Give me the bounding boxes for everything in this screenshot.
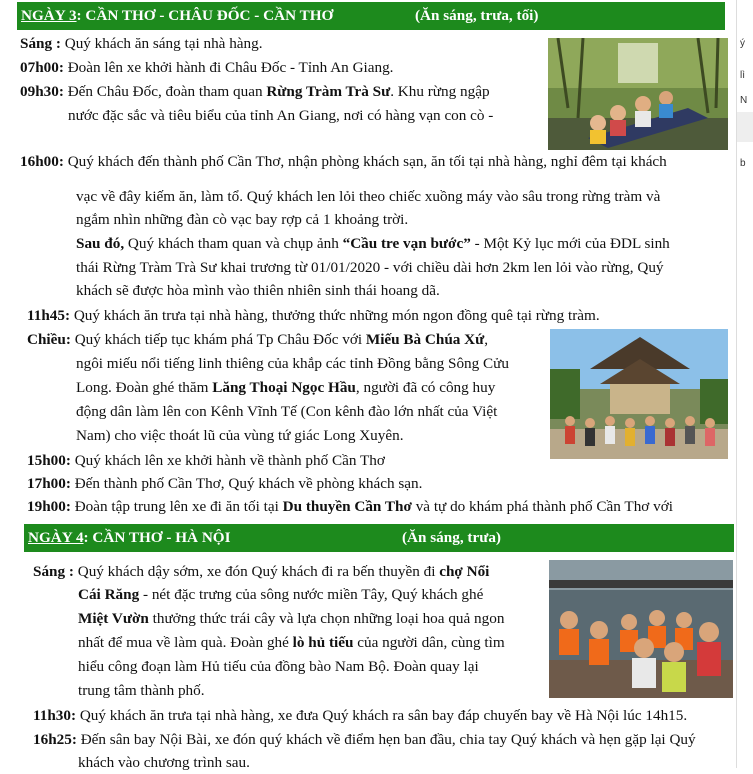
para1-line2: ngắm nhìn những đàn cò vạc bay rợp cả 1 khoảng trời. bbox=[76, 211, 409, 228]
sidebar-text-1: ý bbox=[740, 38, 745, 49]
day4-line4 bbox=[78, 632, 505, 654]
day4-sang-line1 bbox=[33, 561, 489, 583]
text-0930-a: Đến Châu Đốc, đoàn tham quan bbox=[67, 83, 267, 100]
line-0700 bbox=[20, 57, 393, 79]
time-day4-sang: Sáng : bbox=[33, 563, 74, 580]
chieu-line3 bbox=[76, 377, 495, 399]
line-1625 bbox=[33, 729, 696, 751]
time-0930: 09h30: bbox=[20, 83, 64, 100]
time-chieu: Chiều: bbox=[27, 331, 71, 348]
day4-l4a: nhất để mua về làm quà. Đoàn ghé bbox=[78, 634, 293, 651]
day3-label: NGÀY 3 bbox=[21, 7, 77, 24]
chieu-l3b: , người đã có công huy bbox=[355, 379, 496, 396]
day4-l2b: - nét đặc trưng của sông nước miền Tây, Quý khách ghé bbox=[139, 586, 484, 603]
time-1625: 16h25: bbox=[33, 731, 77, 748]
time-0700: 07h00: bbox=[20, 59, 64, 76]
chieu-l3a: Long. Đoàn ghé thăm bbox=[76, 379, 213, 396]
time-1900: 19h00: bbox=[27, 498, 71, 515]
day4-label: NGÀY 4 bbox=[28, 529, 84, 546]
text-1625: Đến sân bay Nội Bài, xe đón quý khách về điểm hẹn ban đầu, chia tay Quý khách và hẹn gặp lại Quý bbox=[80, 731, 696, 748]
line-1625-2: khách vào chương trình sau. bbox=[78, 754, 250, 771]
text-1500: Quý khách lên xe khởi hành về thành phố Cần Thơ bbox=[74, 452, 385, 469]
para2-line3: khách sẽ được hòa mình vào thiên nhiên sinh thái hoang dã. bbox=[76, 282, 440, 299]
line-1700 bbox=[27, 473, 422, 495]
cho-noi: chợ Nổi bbox=[439, 563, 490, 580]
text-1900-a: Đoàn tập trung lên xe đi ăn tối tại bbox=[74, 498, 283, 515]
time-1130: 11h30: bbox=[33, 707, 77, 724]
para2-a: Quý khách tham quan và chụp ảnh bbox=[124, 235, 343, 252]
day3-meals: (Ăn sáng, trưa, tối) bbox=[415, 7, 539, 24]
photo-temple-group bbox=[550, 329, 728, 459]
line-sang bbox=[20, 33, 263, 55]
day4-title: : CẦN THƠ - HÀ NỘI bbox=[83, 529, 231, 546]
chieu-line2: ngôi miếu nổi tiếng linh thiêng của khắp các tỉnh Đồng bằng Sông Cửu bbox=[76, 355, 509, 372]
day4-line5: hiểu công đoạn làm Hủ tiếu của đồng bào Nam Bộ. Đoàn quay lại bbox=[78, 658, 479, 675]
line-1900 bbox=[27, 496, 673, 518]
line-1145 bbox=[27, 305, 600, 327]
lo-hu-tieu: lò hủ tiếu bbox=[292, 634, 354, 651]
mieu-ba-chua-xu: Miếu Bà Chúa Xứ bbox=[365, 331, 485, 348]
text-1145: Quý khách ăn trưa tại nhà hàng, thưởng thức những món ngon đồng quê tại rừng tràm. bbox=[73, 307, 600, 324]
sidebar-block bbox=[737, 112, 753, 142]
day3-title: : CẦN THƠ - CHÂU ĐỐC - CẦN THƠ bbox=[76, 7, 334, 24]
line-0930-2: nước đặc sắc và tiêu biểu của tỉnh An Giang, nơi có hàng vạn con cò - bbox=[68, 107, 494, 124]
time-1600: 16h00: bbox=[20, 153, 64, 170]
day4-header bbox=[24, 524, 734, 552]
cai-rang: Cái Răng bbox=[78, 586, 140, 603]
du-thuyen-can-tho: Du thuyền Cần Thơ bbox=[282, 498, 412, 515]
time-1145: 11h45: bbox=[27, 307, 71, 324]
sidebar-text-3: N bbox=[740, 95, 748, 106]
time-1700: 17h00: bbox=[27, 475, 71, 492]
day4-line2 bbox=[78, 584, 483, 606]
chieu-line5: Nam) cho việc thoát lũ của vùng tứ giác Long Xuyên. bbox=[76, 427, 404, 444]
sidebar-text-4: b bbox=[740, 158, 746, 169]
line-chieu bbox=[27, 329, 488, 351]
sidebar-text-2: lì bbox=[740, 70, 745, 81]
text-sang: Quý khách ăn sáng tại nhà hàng. bbox=[64, 35, 263, 52]
para2-b: - Một Kỷ lục mới của ĐDL sinh bbox=[470, 235, 670, 252]
text-0700: Đoàn lên xe khởi hành đi Châu Đốc - Tỉnh An Giang. bbox=[67, 59, 394, 76]
photo-boat-group bbox=[549, 560, 733, 698]
lang-thoai-ngoc-hau: Lăng Thoại Ngọc Hầu bbox=[212, 379, 356, 396]
day4-l1a: Quý khách dậy sớm, xe đón Quý khách đi ra bến thuyền đi bbox=[77, 563, 440, 580]
text-1600: Quý khách đến thành phố Cần Thơ, nhận phòng khách sạn, ăn tối tại nhà hàng, nghỉ đêm tại khách bbox=[67, 153, 667, 170]
time-1500: 15h00: bbox=[27, 452, 71, 469]
line-1130 bbox=[33, 705, 687, 727]
para2-line1 bbox=[76, 233, 670, 255]
day3-header bbox=[17, 2, 725, 30]
chieu-b: , bbox=[484, 331, 489, 348]
para2-line2: thái Rừng Tràm Trà Sư khai trương từ 01/01/2020 - với chiều dài hơn 2km len lỏi vào rừng, Quý bbox=[76, 259, 664, 276]
day4-l3b: thưởng thức trái cây và lựa chọn những loại hoa quả ngon bbox=[148, 610, 505, 627]
text-0930-b: . Khu rừng ngập bbox=[390, 83, 490, 100]
sidebar-fragment bbox=[736, 0, 753, 768]
para1-line1: vạc về đây kiếm ăn, làm tổ. Quý khách len lỏi theo chiếc xuồng máy vào sâu trong rừng tràm và bbox=[76, 188, 661, 205]
line-1600 bbox=[20, 151, 667, 173]
cau-tre-van-buoc: “Cầu tre vạn bước” bbox=[342, 235, 471, 252]
photo-boat-forest bbox=[548, 38, 728, 150]
miet-vuon: Miệt Vườn bbox=[78, 610, 149, 627]
line-1500 bbox=[27, 450, 385, 472]
time-sang: Sáng : bbox=[20, 35, 61, 52]
text-1900-b: và tự do khám phá thành phố Cần Thơ với bbox=[411, 498, 673, 515]
chieu-a: Quý khách tiếp tục khám phá Tp Châu Đốc với bbox=[74, 331, 366, 348]
day4-line6: trung tâm thành phố. bbox=[78, 682, 205, 699]
line-0930 bbox=[20, 81, 490, 103]
day4-l4b: của người dân, cùng tìm bbox=[353, 634, 505, 651]
day4-meals: (Ăn sáng, trưa) bbox=[402, 529, 501, 546]
day4-line3 bbox=[78, 608, 504, 630]
text-1700: Đến thành phố Cần Thơ, Quý khách về phòng khách sạn. bbox=[74, 475, 423, 492]
sau-do: Sau đó, bbox=[76, 235, 125, 252]
chieu-line4: động dân làm lên con Kênh Vĩnh Tế (Con kênh đào lớn nhất của Việt bbox=[76, 403, 498, 420]
text-1130: Quý khách ăn trưa tại nhà hàng, xe đưa Quý khách ra sân bay đáp chuyến bay về Hà Nội lúc 14h15. bbox=[79, 707, 688, 724]
place-rung-tram: Rừng Tràm Trà Sư bbox=[266, 83, 391, 100]
